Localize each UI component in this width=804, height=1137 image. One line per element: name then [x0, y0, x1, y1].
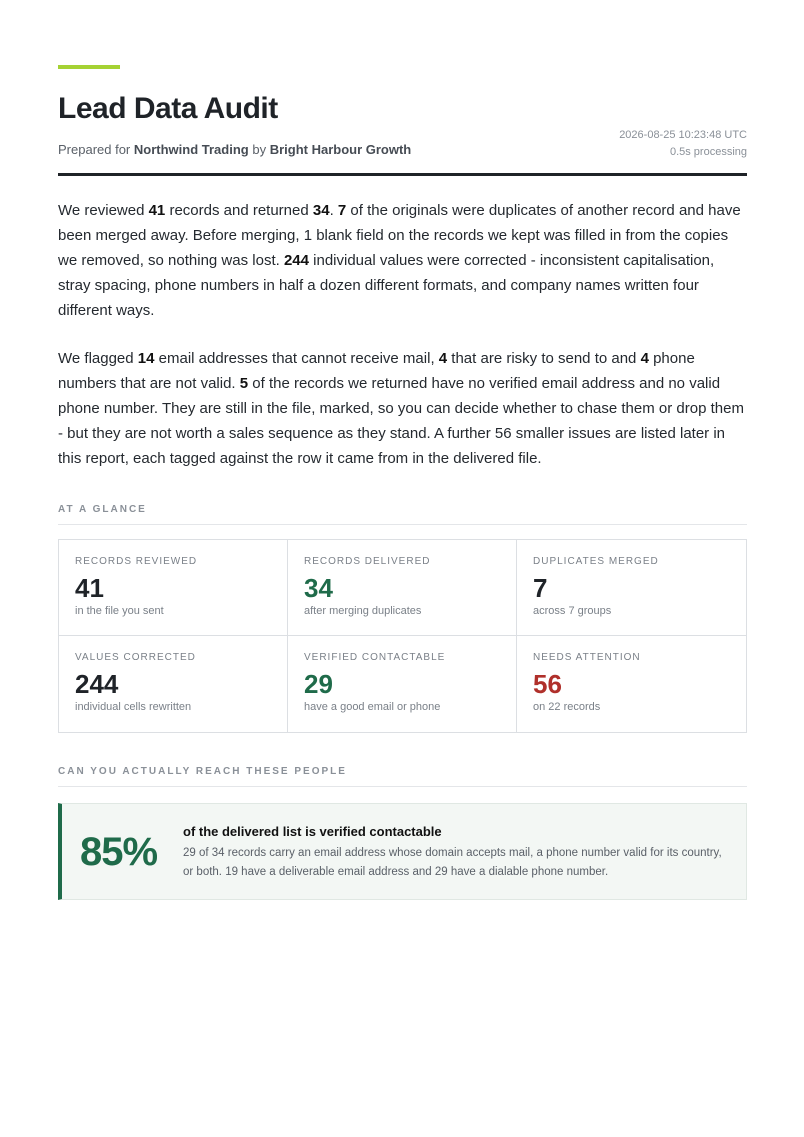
- stat-label: RECORDS REVIEWED: [75, 556, 198, 567]
- values-corrected-count: 244: [283, 252, 309, 269]
- callout-headline: of the delivered list is verified contactable: [183, 824, 442, 839]
- stat-card-records-reviewed: [59, 540, 288, 636]
- bad-emails-count: 14: [137, 350, 155, 367]
- report-timestamp: 2026-08-25 10:23:48 UTC: [619, 129, 747, 141]
- stat-card-records-delivered: [288, 540, 517, 636]
- callout-body: [183, 823, 723, 882]
- stat-subtext: after merging duplicates: [304, 605, 422, 617]
- section-label-reach: CAN YOU ACTUALLY REACH THESE PEOPLE: [58, 766, 747, 787]
- text: email addresses that cannot receive mail,: [154, 350, 439, 367]
- report-meta: [619, 127, 747, 161]
- stat-subtext: across 7 groups: [533, 605, 612, 617]
- stat-value: 7: [533, 573, 548, 603]
- stat-card-needs-attention: [517, 636, 746, 732]
- accent-bar: [58, 65, 120, 69]
- stat-value: 34: [304, 573, 333, 603]
- stat-subtext: individual cells rewritten: [75, 701, 192, 713]
- duplicates-count: 7: [337, 202, 347, 219]
- records-reviewed-count: 41: [148, 202, 166, 219]
- callout-detail: 29 of 34 records carry an email address whose domain accepts mail, a phone number valid for its country, or both. 19 have a deliverable email address and 29 have a dialable phone number.: [183, 847, 722, 878]
- section-label-at-a-glance: AT A GLANCE: [58, 504, 747, 525]
- stat-value: 56: [533, 669, 562, 699]
- text: We flagged: [58, 350, 138, 367]
- text: of the originals were duplicates of another record and have been merged away. Before merging, 1 blank field on the records we kept was filled in from the copies we removed, so nothing was lost.: [58, 202, 741, 269]
- text: individual values were corrected - inconsistent capitalisation, stray spacing, phone numbers in half a dozen different formats, and company names written four different ways.: [58, 252, 715, 319]
- report-header: [58, 90, 747, 176]
- glance-grid: [58, 539, 747, 733]
- stat-label: VALUES CORRECTED: [75, 652, 196, 663]
- text: records and returned: [165, 202, 313, 219]
- stat-subtext: in the file you sent: [75, 605, 164, 617]
- no-contact-count: 5: [239, 375, 249, 392]
- prepared-prefix: Prepared for: [58, 142, 131, 157]
- stat-card-values-corrected: [59, 636, 288, 732]
- text: .: [329, 202, 338, 219]
- stat-value: 29: [304, 669, 333, 699]
- client-name: Northwind Trading: [133, 142, 249, 157]
- page-title: Lead Data Audit: [58, 92, 278, 125]
- processing-time: 0.5s processing: [669, 146, 747, 158]
- summary-paragraph-1: [58, 198, 747, 323]
- stat-card-duplicates-merged: [517, 540, 746, 636]
- stat-label: DUPLICATES MERGED: [533, 556, 659, 567]
- stat-value: 244: [75, 669, 119, 699]
- risky-emails-count: 4: [438, 350, 448, 367]
- summary-paragraph-2: [58, 346, 747, 471]
- text: We reviewed: [58, 202, 149, 219]
- stat-label: VERIFIED CONTACTABLE: [304, 652, 446, 663]
- text: phone numbers that are not valid.: [58, 350, 695, 392]
- stat-subtext: on 22 records: [533, 701, 601, 713]
- records-returned-count: 34: [312, 202, 330, 219]
- agency-name: Bright Harbour Growth: [269, 142, 412, 157]
- stat-card-verified-contactable: [288, 636, 517, 732]
- text: that are risky to send to and: [447, 350, 641, 367]
- prepared-for-line: [58, 142, 411, 158]
- bad-phones-count: 4: [640, 350, 649, 367]
- stat-subtext: have a good email or phone: [304, 701, 441, 713]
- contactable-percent: 85%: [80, 830, 158, 874]
- stat-value: 41: [75, 573, 104, 603]
- stat-label: NEEDS ATTENTION: [533, 652, 641, 663]
- by-word: by: [252, 142, 267, 157]
- contactable-callout: [58, 803, 747, 900]
- text: of the records we returned have no verified email address and no valid phone number. They are still in the file, marked, so you can decide whether to chase them or drop them - but they are not worth a sales sequence as they stand. A further 56 smaller issues are listed later in this report, each tagged against the row it came from in the delivered file.: [58, 375, 744, 467]
- stat-label: RECORDS DELIVERED: [304, 556, 431, 567]
